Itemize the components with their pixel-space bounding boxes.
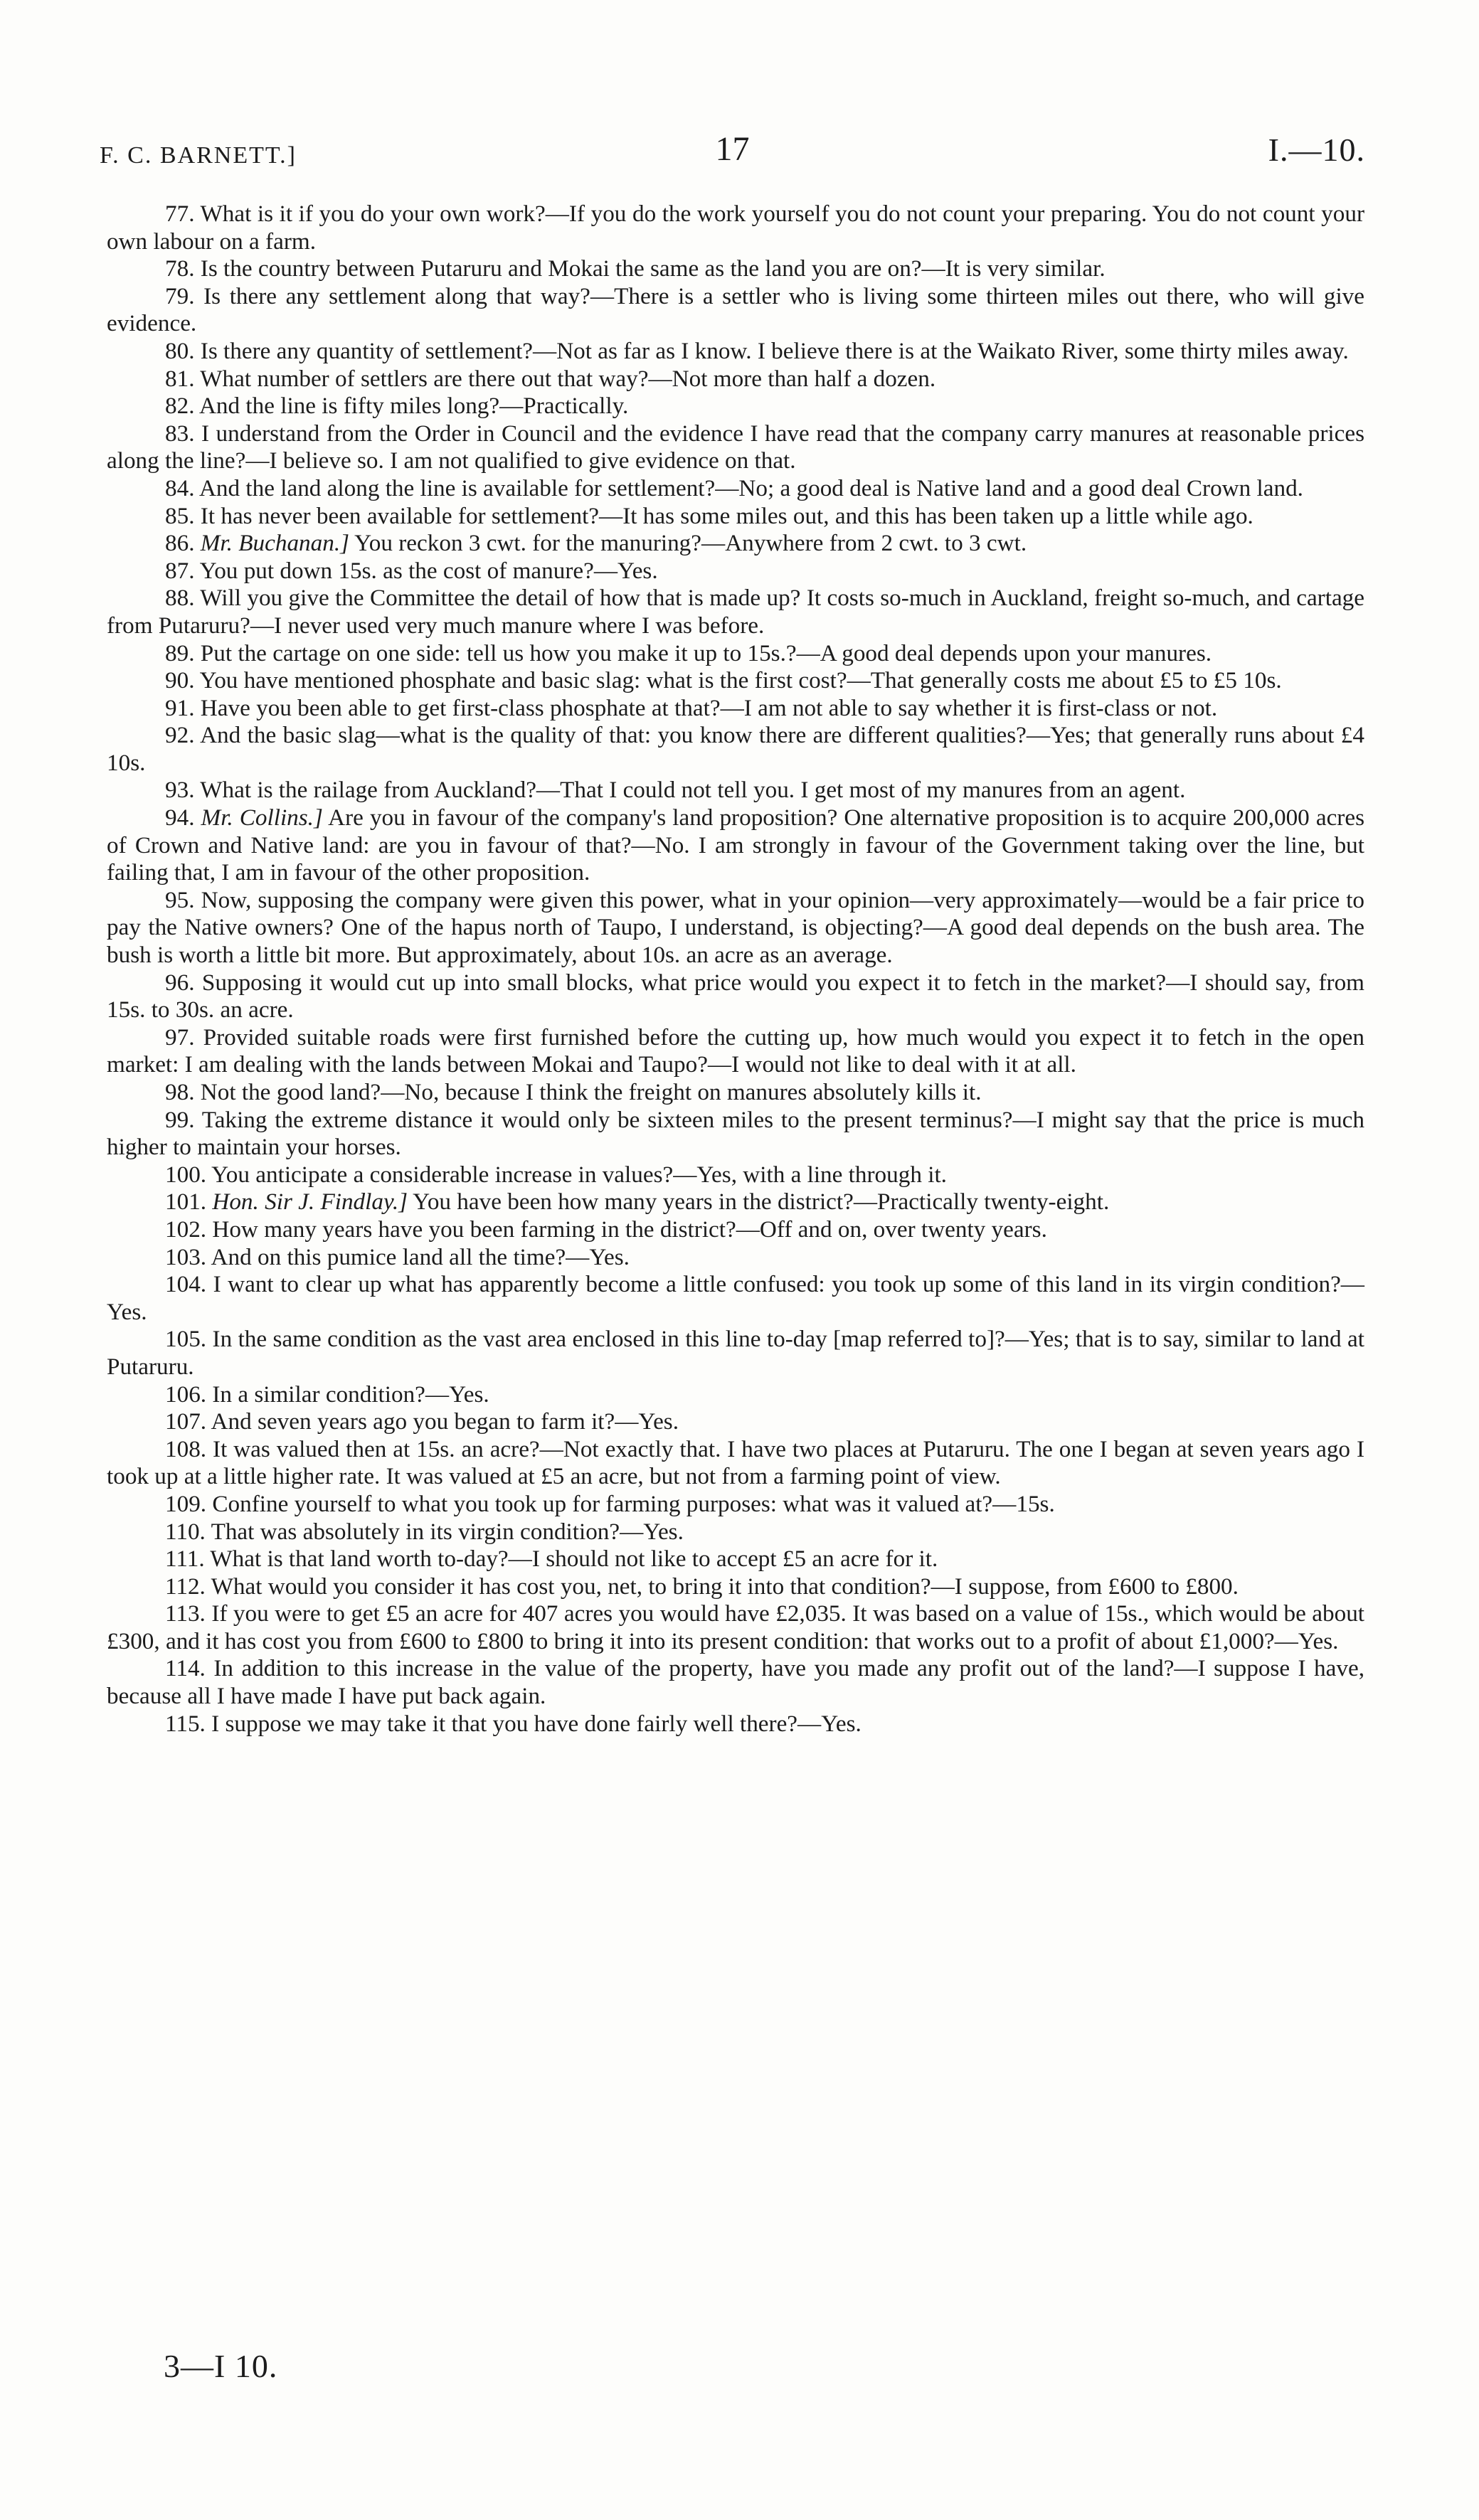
question-text: You reckon 3 cwt. for the manuring?—Anywhere from 2 cwt. to 3 cwt. (354, 530, 1027, 557)
question-number: 94. (165, 804, 195, 831)
question-106 (107, 1381, 1364, 1409)
question-number: 96. (165, 969, 195, 996)
question-text: And the land along the line is available for settlement?—No; a good deal is Native land and a good deal Crown land. (198, 474, 1303, 501)
question-98 (107, 1079, 1364, 1107)
question-number: 97. (165, 1024, 195, 1051)
question-number: 80. (165, 337, 195, 364)
question-number: 115. (165, 1710, 206, 1737)
question-text: Have you been able to get first-class phosphate at that?—I am not able to say whether it is first-class or not. (200, 694, 1218, 721)
question-number: 109. (165, 1490, 207, 1517)
question-text: How many years have you been farming in the district?—Off and on, over twenty years. (212, 1216, 1047, 1243)
question-number: 114. (165, 1655, 206, 1682)
question-102 (107, 1216, 1364, 1244)
question-number: 93. (165, 777, 195, 804)
question-78 (107, 255, 1364, 283)
question-number: 83. (165, 420, 195, 447)
question-text: I want to clear up what has apparently become a little confused: you took up some of this land in its virgin condition?—Yes. (107, 1271, 1364, 1325)
question-88 (107, 585, 1364, 639)
question-number: 88. (165, 585, 195, 612)
question-number: 112. (165, 1573, 206, 1600)
question-number: 105. (165, 1326, 207, 1353)
question-text: What is it if you do your own work?—If you do the work yourself you do not count your preparing. You do not count your own labour on a farm. (107, 201, 1364, 255)
question-112 (107, 1573, 1364, 1601)
question-text: I understand from the Order in Council and the evidence I have read that the company carry manures at reasonable prices along the line?—I believe so. I am not qualified to give evidence on that. (107, 420, 1365, 474)
question-number: 98. (165, 1079, 195, 1105)
question-number: 106. (165, 1381, 207, 1408)
question-100 (107, 1161, 1364, 1189)
question-107 (107, 1408, 1364, 1436)
question-104 (107, 1271, 1364, 1326)
question-101 (107, 1189, 1364, 1216)
question-105 (107, 1326, 1364, 1381)
question-text: Is the country between Putaruru and Mokai the same as the land you are on?—It is very similar. (200, 255, 1106, 282)
question-109 (107, 1491, 1364, 1519)
question-89 (107, 640, 1364, 668)
question-text: You anticipate a considerable increase in values?—Yes, with a line through it. (211, 1161, 947, 1188)
question-number: 113. (165, 1600, 206, 1627)
question-82 (107, 393, 1364, 420)
question-111 (107, 1546, 1364, 1573)
printer-signature: 3—I 10. (164, 2348, 278, 2384)
question-110 (107, 1519, 1364, 1546)
question-text: That was absolutely in its virgin condition?—Yes. (211, 1518, 684, 1545)
question-115 (107, 1711, 1364, 1738)
question-text: What is that land worth to-day?—I should not like to accept £5 an acre for it. (210, 1546, 938, 1573)
question-77 (107, 201, 1364, 255)
question-number: 110. (165, 1518, 206, 1545)
question-text: Confine yourself to what you took up for farming purposes: what was it valued at?—15s. (212, 1490, 1055, 1517)
question-text: And the line is fifty miles long?—Practically. (198, 393, 629, 420)
question-number: 104. (165, 1271, 207, 1298)
question-79 (107, 283, 1364, 338)
question-text: You have mentioned phosphate and basic slag: what is the first cost?—That generally costs me about £5 to £5 10s. (199, 667, 1282, 694)
page-number: 17 (715, 130, 750, 168)
question-text: Is there any settlement along that way?—There is a settler who is living some thirteen miles out there, who will give evidence. (107, 282, 1365, 337)
question-number: 87. (165, 557, 195, 584)
question-text: Not the good land?—No, because I think the freight on manures absolutely kills it. (200, 1079, 982, 1105)
question-number: 111. (165, 1546, 205, 1573)
question-text: In addition to this increase in the value of the property, have you made any profit out of the land?—I suppose I have, because all I have made I have put back again. (107, 1655, 1365, 1710)
question-text: What would you consider it has cost you, net, to bring it into that condition?—I suppose, from £600 to £800. (211, 1573, 1239, 1600)
question-text: What is the railage from Auckland?—That I could not tell you. I get most of my manures from an agent. (200, 777, 1186, 804)
question-text: Supposing it would cut up into small blocks, what price would you expect it to fetch in the market?—I should say, from 15s. to 30s. an acre. (107, 969, 1364, 1024)
question-text: If you were to get £5 an acre for 407 acres you would have £2,035. It was based on a value of 15s., which would be about £300, and it has cost you from £600 to £800 to bring it into its present condition: that works out to a profit of about £1,000?—Yes. (107, 1600, 1365, 1654)
question-114 (107, 1655, 1364, 1710)
question-number: 90. (165, 667, 195, 694)
question-number: 108. (165, 1435, 207, 1462)
speaker-name: Mr. Buchanan.] (200, 530, 350, 557)
speaker-name: Hon. Sir J. Findlay.] (212, 1189, 408, 1216)
question-86 (107, 530, 1364, 558)
question-94 (107, 804, 1364, 887)
question-text: Taking the extreme distance it would only be sixteen miles to the present terminus?—I might say that the price is much higher to maintain your horses. (107, 1106, 1364, 1161)
question-number: 77. (165, 201, 195, 227)
question-text: Are you in favour of the company's land proposition? One alternative proposition is to acquire 200,000 acres of Crown and Native land: are you in favour of that?—No. I am strongly in favour of the Government taking over the line, but failing that, I am in favour of the other proposition. (107, 804, 1364, 886)
question-99 (107, 1107, 1364, 1161)
question-number: 85. (165, 502, 195, 529)
question-number: 82. (165, 393, 195, 420)
witness-name: F. C. BARNETT.] (100, 142, 297, 169)
question-text: Is there any quantity of settlement?—Not as far as I know. I believe there is at the Waikato River, some thirty miles away. (200, 337, 1349, 364)
question-number: 84. (165, 474, 195, 501)
question-number: 91. (165, 694, 195, 721)
question-text: In a similar condition?—Yes. (212, 1381, 489, 1408)
question-text: Now, supposing the company were given this power, what in your opinion—very approximately—would be a fair price to pay the Native owners? One of the hapus north of Taupo, I understand, is objecting?—A good deal depends on the bush area. The bush is worth a little bit more. But approximately, about 10s. an acre as an average. (107, 886, 1365, 969)
question-113 (107, 1600, 1364, 1655)
question-87 (107, 558, 1364, 585)
question-text: It was valued then at 15s. an acre?—Not exactly that. I have two places at Putaruru. The one I began at seven years ago I took up at a little higher rate. It was valued at £5 an acre, but not from a farming point of view. (107, 1435, 1365, 1490)
question-85 (107, 503, 1364, 531)
speaker-name: Mr. Collins.] (201, 804, 323, 831)
question-number: 107. (165, 1408, 207, 1435)
question-97 (107, 1024, 1364, 1079)
page-header (100, 129, 1365, 179)
question-text: You put down 15s. as the cost of manure?—Yes. (199, 557, 658, 584)
question-90 (107, 667, 1364, 695)
question-92 (107, 722, 1364, 777)
question-text: And seven years ago you began to farm it?—Yes. (211, 1408, 679, 1435)
question-text: I suppose we may take it that you have done fairly well there?—Yes. (211, 1710, 862, 1737)
document-reference: I.—10. (1268, 132, 1365, 168)
question-81 (107, 366, 1364, 393)
question-text: You have been how many years in the district?—Practically twenty-eight. (413, 1189, 1110, 1216)
question-number: 78. (165, 255, 195, 282)
question-number: 103. (165, 1243, 207, 1270)
question-80 (107, 338, 1364, 366)
question-93 (107, 777, 1364, 804)
question-number: 102. (165, 1216, 207, 1243)
question-number: 81. (165, 365, 195, 392)
evidence-body (107, 201, 1364, 1738)
question-number: 100. (165, 1161, 207, 1188)
question-text: Provided suitable roads were first furnished before the cutting up, how much would you expect it to fetch in the open market: I am dealing with the lands between Mokai and Taupo?—I would not like to deal with it at all. (107, 1024, 1365, 1078)
question-text: And on this pumice land all the time?—Yes. (211, 1243, 630, 1270)
question-number: 92. (165, 722, 195, 749)
question-number: 99. (165, 1106, 195, 1133)
question-83 (107, 420, 1364, 475)
question-number: 79. (165, 282, 195, 309)
question-number: 95. (165, 886, 195, 913)
question-text: In the same condition as the vast area enclosed in this line to-day [map referred to]?—Yes; that is to say, similar to land at Putaruru. (107, 1326, 1365, 1380)
question-91 (107, 695, 1364, 723)
question-number: 101. (165, 1189, 207, 1216)
question-108 (107, 1436, 1364, 1491)
question-text: And the basic slag—what is the quality of that: you know there are different qualities?—Yes; that generally runs about £4 10s. (107, 722, 1364, 776)
question-95 (107, 887, 1364, 969)
question-text: Put the cartage on one side: tell us how you make it up to 15s.?—A good deal depends upon your manures. (200, 639, 1212, 666)
question-84 (107, 475, 1364, 503)
question-text: It has never been available for settlement?—It has some miles out, and this has been taken up a little while ago. (200, 502, 1253, 529)
question-103 (107, 1244, 1364, 1272)
question-96 (107, 969, 1364, 1024)
question-number: 89. (165, 639, 195, 666)
question-text: What number of settlers are there out that way?—Not more than half a dozen. (200, 365, 936, 392)
question-text: Will you give the Committee the detail of how that is made up? It costs so-much in Auckland, freight so-much, and cartage from Putaruru?—I never used very much manure where I was before. (107, 585, 1364, 639)
question-number: 86. (165, 530, 195, 557)
